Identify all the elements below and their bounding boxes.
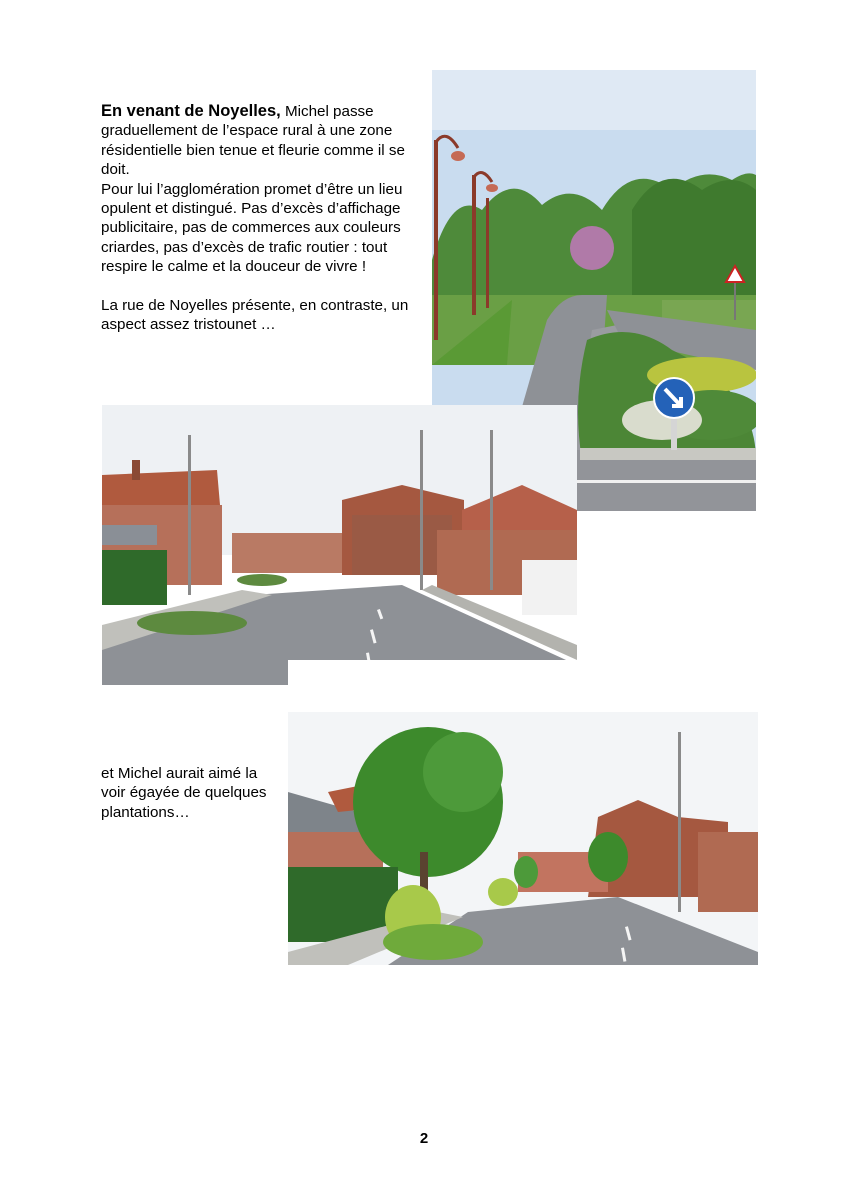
photo-street-bare-illustration bbox=[102, 405, 577, 685]
intro-lead-rest: Michel passe graduellement de l’espace rural à une zone résidentielle bien tenue et fleurie comme il se doit. bbox=[101, 103, 405, 179]
intro-paragraph-3: La rue de Noyelles présente, en contraste, un aspect assez tristounet … bbox=[101, 296, 409, 334]
caption-text: et Michel aurait aimé la voir égayée de quelques plantations… bbox=[101, 765, 267, 821]
intro-paragraph-2: Pour lui l’agglomération promet d’être un lieu opulent et distingué. Pas d’excès d’affichage publicitaire, pas de commerces aux couleurs criardes, pas d’excès de trafic routier : tout respire le calme et la douceur de vivre ! bbox=[101, 180, 403, 276]
photo-street-planted bbox=[288, 712, 758, 965]
intro-text bbox=[101, 102, 421, 334]
page-number: 2 bbox=[419, 1130, 429, 1147]
photo-street-bare bbox=[102, 405, 577, 685]
intro-paragraph-1 bbox=[101, 102, 421, 180]
intro-lead: En venant de Noyelles, bbox=[101, 102, 281, 120]
photo-street-planted-illustration bbox=[288, 712, 758, 965]
